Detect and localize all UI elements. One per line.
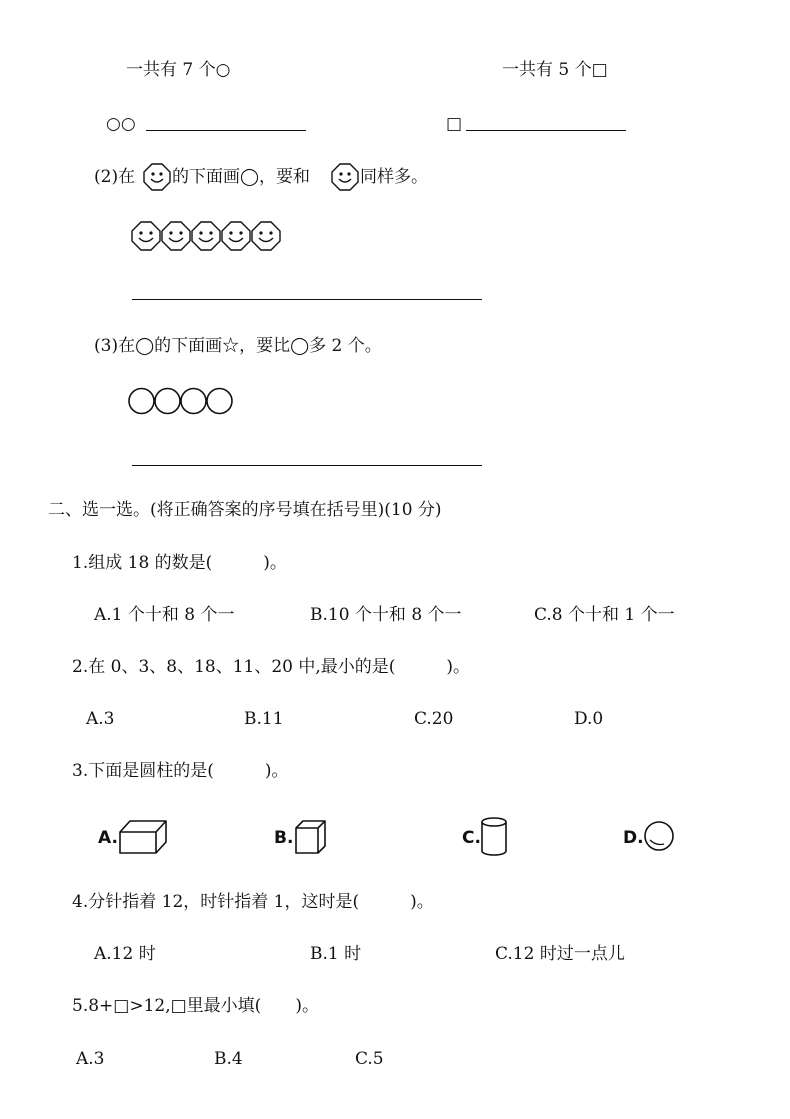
q2-suffix: 同样多。 xyxy=(360,167,428,187)
q2-option-c[interactable]: C.20 xyxy=(414,709,454,729)
sphere-icon xyxy=(643,818,677,854)
question-5: 5.8+□>12,□里最小填( )。 xyxy=(72,996,319,1016)
q2-answer-line[interactable] xyxy=(132,299,482,300)
section2-heading: 二、选一选。(将正确答案的序号填在括号里)(10 分) xyxy=(48,500,442,520)
q4-option-c[interactable]: C.12 时过一点儿 xyxy=(495,944,625,964)
q3-option-d-label[interactable]: D. xyxy=(623,828,644,848)
right-start-square: □ xyxy=(446,114,463,134)
circle-icon xyxy=(155,389,180,414)
q1-option-c[interactable]: C.8 个十和 1 个一 xyxy=(534,605,675,625)
q2-middle: 的下面画◯，要和 xyxy=(172,167,311,187)
q5-option-b[interactable]: B.4 xyxy=(214,1049,243,1069)
q2-prefix: (2)在 xyxy=(94,167,136,187)
q3-text: (3)在◯的下面画☆，要比◯多 2 个。 xyxy=(94,336,382,356)
question-1: 1.组成 18 的数是( )。 xyxy=(72,553,287,573)
q3-answer-line[interactable] xyxy=(132,465,482,466)
q5-option-c[interactable]: C.5 xyxy=(355,1049,384,1069)
cuboid-icon xyxy=(118,818,168,856)
q4-option-b[interactable]: B.1 时 xyxy=(310,944,362,964)
q5-option-a[interactable]: A.3 xyxy=(76,1049,105,1069)
circle-icon xyxy=(181,389,206,414)
cylinder-icon xyxy=(480,816,510,858)
question-3: 3.下面是圆柱的是( )。 xyxy=(72,761,289,781)
right-answer-line[interactable] xyxy=(466,130,626,131)
right-total-text: 一共有 5 个□ xyxy=(502,60,608,80)
smiley-icon xyxy=(162,222,190,250)
q2-option-b[interactable]: B.11 xyxy=(244,709,284,729)
cube-icon xyxy=(294,818,328,856)
smiley-icon xyxy=(331,163,359,191)
q1-option-b[interactable]: B.10 个十和 8 个一 xyxy=(310,605,462,625)
q3-option-c-label[interactable]: C. xyxy=(462,828,481,848)
q4-option-a[interactable]: A.12 时 xyxy=(94,944,156,964)
smiley-icon xyxy=(252,222,280,250)
left-start-circles: ○○ xyxy=(106,114,136,134)
smiley-icon xyxy=(132,222,160,250)
circle-icon xyxy=(207,389,232,414)
smiley-row xyxy=(131,221,287,253)
question-4: 4.分针指着 12，时针指着 1，这时是( )。 xyxy=(72,892,434,912)
q3-option-b-label[interactable]: B. xyxy=(274,828,294,848)
smiley-icon xyxy=(143,163,171,191)
circle-icon xyxy=(129,389,154,414)
q1-option-a[interactable]: A.1 个十和 8 个一 xyxy=(94,605,235,625)
question-2: 2.在 0、3、8、18、11、20 中,最小的是( )。 xyxy=(72,657,471,677)
q2-option-d[interactable]: D.0 xyxy=(574,709,604,729)
circle-row xyxy=(128,387,234,415)
smiley-icon xyxy=(192,222,220,250)
smiley-icon xyxy=(222,222,250,250)
left-total-text: 一共有 7 个○ xyxy=(126,60,231,80)
q3-option-a-label[interactable]: A. xyxy=(98,828,118,848)
q2-option-a[interactable]: A.3 xyxy=(86,709,115,729)
left-answer-line[interactable] xyxy=(146,130,306,131)
